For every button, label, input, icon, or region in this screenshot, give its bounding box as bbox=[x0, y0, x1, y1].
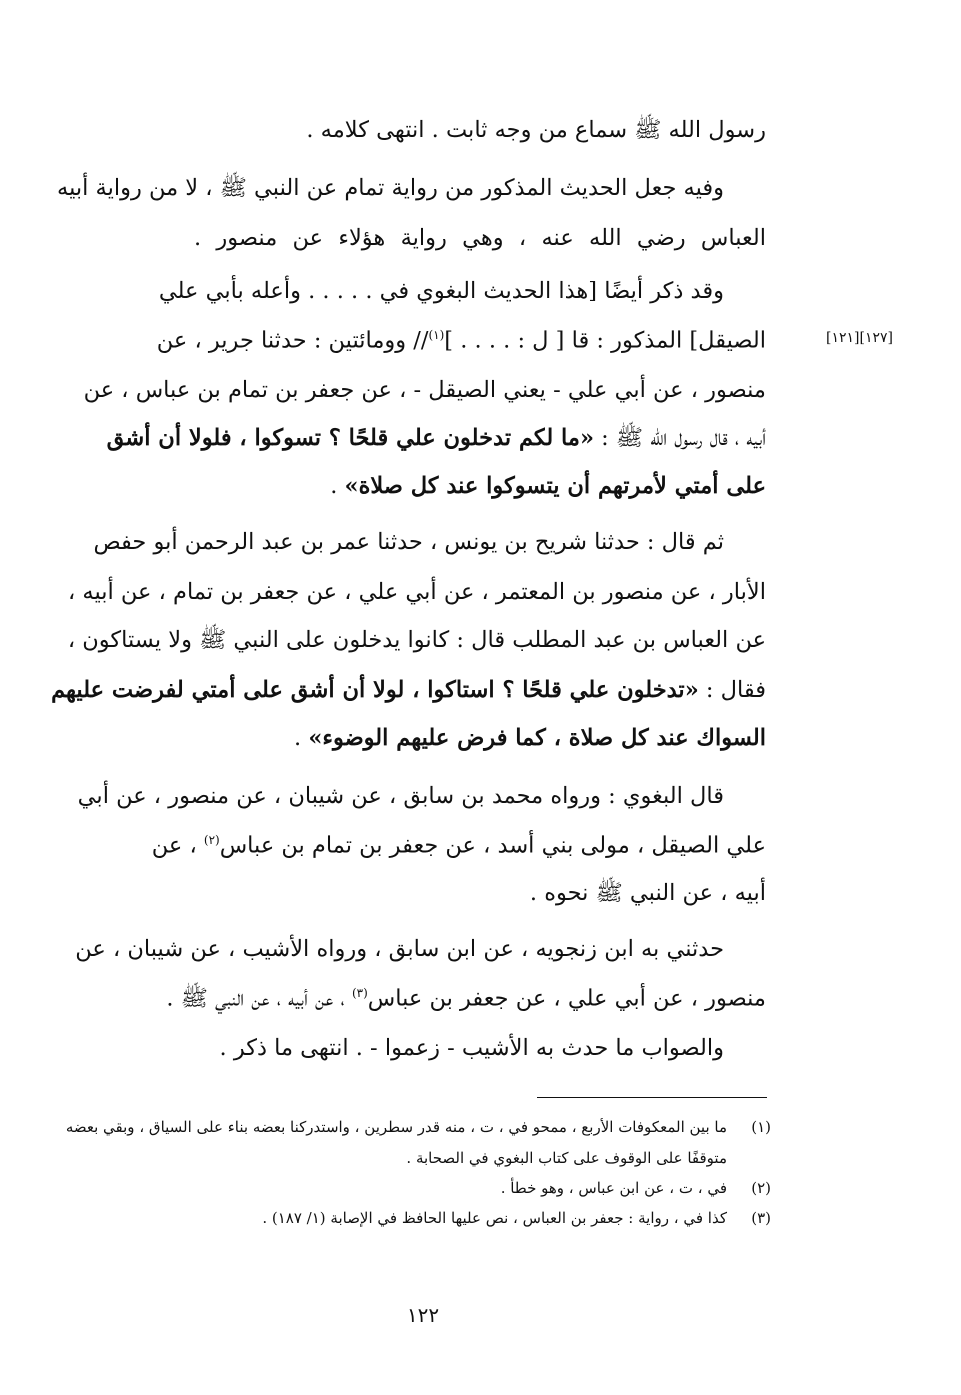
footnote-text: في ، ت ، عن ابن عباس ، وهو خطأ . bbox=[500, 1179, 727, 1197]
text-segment: وفيه جعل الحديث المذكور من رواية تمام عن النبي ﷺ ، لا من رواية أبيه bbox=[57, 175, 724, 201]
footnote-number: (١) bbox=[751, 1118, 771, 1136]
hadith-text: «تدخلون علي قلحًا ؟ استاكوا ، لولا أن أشق على أمتي لفرضت عليهم bbox=[51, 677, 699, 703]
footnote-ref: (٢) bbox=[203, 833, 220, 847]
text-segment: . bbox=[330, 473, 345, 499]
text-segment: العباس رضي الله عنه ، وهي رواية هؤلاء عن منصور . bbox=[194, 225, 766, 251]
text-line bbox=[151, 832, 766, 859]
text-line bbox=[194, 475, 766, 498]
footnote-ref: (٣) bbox=[351, 986, 368, 1000]
footnote-text: ما بين المعكوفات الأربع ، ممحو في ، ت ، منه قدر سطرين ، واستدركنا بعضه بناء على السياق ، وبقي بعضه bbox=[65, 1118, 727, 1136]
text-segment: رسول الله ﷺ سماع من وجه ثابت . انتهى كلامه . bbox=[306, 117, 766, 143]
text-segment: ، عن أبيه ، عن النبي ﷺ . bbox=[166, 985, 352, 1012]
text-line bbox=[67, 579, 766, 605]
footnote-number: (٣) bbox=[751, 1209, 771, 1227]
footnote-separator bbox=[537, 1097, 767, 1098]
text-line bbox=[77, 783, 724, 809]
text-line bbox=[166, 985, 766, 1012]
text-segment: // وومائتين : حدثنا جرير ، عن bbox=[156, 327, 429, 354]
footnote-text: كذا في ، رواية : جعفر بن العباس ، نص عليها الحافظ في الإصابة (١/ ١٨٧) . bbox=[262, 1209, 727, 1227]
text-line bbox=[83, 377, 766, 403]
text-segment: عن العباس بن عبد المطلب قال : كانوا يدخلون على النبي ﷺ ولا يستاكون ، bbox=[67, 627, 766, 653]
text-segment: أبيه ، عن النبي ﷺ نحوه . bbox=[529, 880, 766, 906]
text-line bbox=[67, 627, 766, 653]
text-segment: وقد ذكر أيضًا [هذا الحديث البغوي في . . . . . وأعله بأبي علي bbox=[158, 278, 724, 304]
text-segment: قال البغوي : ورواه محمد بن سابق ، عن شيبان ، عن منصور ، عن أبي bbox=[77, 783, 724, 809]
footnote-number: (٢) bbox=[751, 1179, 771, 1197]
text-segment: الأبار ، عن منصور بن المعتمر ، عن أبي علي ، عن جعفر بن تمام ، عن أبيه ، bbox=[67, 579, 766, 605]
text-segment: . bbox=[294, 725, 309, 751]
text-segment: والصواب ما حدث به الأشيب - زعموا - . انتهى ما ذكر . bbox=[219, 1035, 724, 1061]
page-number: ١٢٢ bbox=[406, 1303, 440, 1327]
text-segment: منصور ، عن أبي علي ، عن جعفر بن عباس bbox=[367, 985, 766, 1012]
text-segment: أبيه ، قال رسول الله ﷺ : bbox=[594, 425, 766, 451]
manuscript-reference: [١٢٧][١٢١] bbox=[826, 330, 893, 346]
hadith-text: السواك عند كل صلاة ، كما فرض عليهم الوضوء» bbox=[308, 725, 766, 751]
text-line bbox=[93, 529, 724, 555]
text-line bbox=[194, 882, 766, 905]
footnote-text: متوقفًا على الوقوف على كتاب البغوي في الصحابة . bbox=[406, 1149, 727, 1167]
text-line bbox=[158, 278, 724, 304]
text-segment: ، عن bbox=[151, 832, 204, 859]
text-line bbox=[57, 175, 724, 201]
text-segment: ثم قال : حدثنا شريح بن يونس ، حدثنا عمر بن عبد الرحمن أبو حفص bbox=[93, 529, 724, 555]
text-segment: علي الصيقل ، مولى بني أسد ، عن جعفر بن تمام بن عباس bbox=[219, 832, 766, 859]
text-segment: الصيقل] المذكور : قا [ ل : . . . . ] bbox=[444, 327, 766, 354]
text-line bbox=[75, 936, 724, 962]
text-segment: حدثني به ابن زنجويه ، عن ابن سابق ، ورواه الأشيب ، عن شيبان ، عن bbox=[75, 936, 724, 962]
text-segment: فقال : bbox=[698, 677, 766, 703]
text-line bbox=[51, 677, 766, 703]
text-line bbox=[194, 119, 766, 142]
text-line bbox=[194, 727, 766, 750]
text-line bbox=[194, 227, 766, 250]
text-segment: منصور ، عن أبي علي - يعني الصيقل - ، عن جعفر بن تمام بن عباس ، عن bbox=[83, 377, 766, 403]
text-line bbox=[106, 425, 766, 451]
text-line bbox=[194, 1037, 724, 1060]
hadith-text: على أمتي لأمرتهم أن يتسوكوا عند كل صلاة» bbox=[344, 473, 766, 499]
text-line bbox=[156, 327, 766, 354]
hadith-text: «ما لكم تدخلون علي قلحًا ؟ تسوكوا ، فلولا أن أشق bbox=[106, 425, 595, 451]
footnote-ref: (١) bbox=[428, 328, 445, 342]
